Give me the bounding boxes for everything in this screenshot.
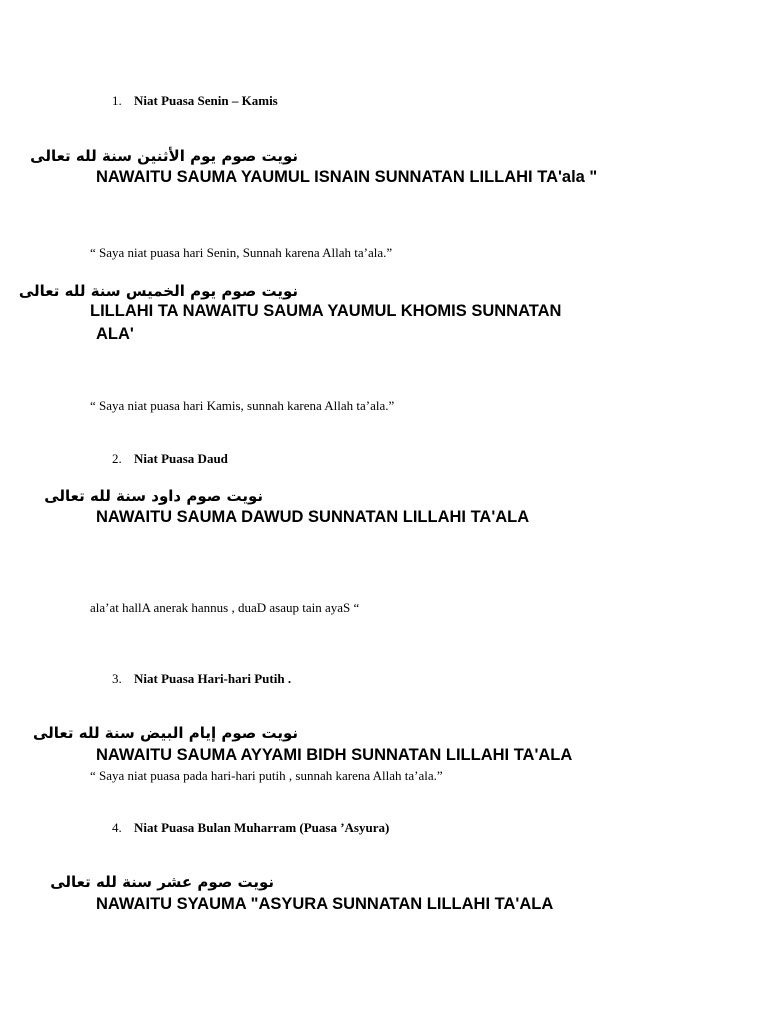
section-1-latin-kamis-line1: LILLAHI TA NAWAITU SAUMA YAUMUL KHOMIS SUNNATAN [90, 302, 562, 320]
section-3-number: 3. [112, 671, 122, 686]
section-3-heading [112, 671, 291, 687]
section-3-arabic: نويت صوم إيام البيض سنة لله تعالى [32, 724, 298, 742]
section-4-latin: NAWAITU SYAUMA "ASYURA SUNNATAN LILLAHI TA'ALA [96, 895, 554, 913]
section-1-heading [112, 93, 278, 109]
section-4-arabic: نويت صوم عشر سنة لله تعالى [50, 873, 274, 891]
section-3-title: Niat Puasa Hari-hari Putih . [134, 671, 292, 686]
section-2-title: Niat Puasa Daud [134, 451, 228, 466]
section-2-heading [112, 451, 228, 467]
section-1-arabic-senin: نويت صوم يوم الأثنين سنة لله تعالى [30, 147, 298, 165]
section-2-arabic: نويت صوم داود سنة لله تعالى [44, 487, 263, 505]
section-4-number: 4. [112, 820, 122, 835]
section-1-meaning-kamis: “ Saya niat puasa hari Kamis, sunnah karena Allah ta’ala.” [90, 398, 395, 413]
section-1-meaning-senin: “ Saya niat puasa hari Senin, Sunnah karena Allah ta’ala.” [90, 245, 393, 260]
section-1-latin-senin: NAWAITU SAUMA YAUMUL ISNAIN SUNNATAN LILLAHI TA'ala " [96, 168, 598, 186]
section-4-title: Niat Puasa Bulan Muharram (Puasa ’Asyura) [134, 820, 390, 835]
section-3-meaning: “ Saya niat puasa pada hari-hari putih , sunnah karena Allah ta’ala.” [90, 768, 443, 783]
section-2-latin: NAWAITU SAUMA DAWUD SUNNATAN LILLAHI TA'ALA [96, 508, 530, 526]
section-1-latin-kamis-line2: ALA' [96, 325, 134, 343]
section-1-number: 1. [112, 93, 122, 108]
section-2-number: 2. [112, 451, 122, 466]
section-1-title: Niat Puasa Senin – Kamis [134, 93, 278, 108]
section-2-meaning: ala’at hallA anerak hannus , duaD asaup tain ayaS “ [90, 600, 360, 615]
section-1-arabic-kamis: نويت صوم يوم الخميس سنة لله تعالى [18, 282, 298, 300]
section-4-heading [112, 820, 389, 836]
section-3-latin: NAWAITU SAUMA AYYAMI BIDH SUNNATAN LILLAHI TA'ALA [96, 746, 573, 764]
